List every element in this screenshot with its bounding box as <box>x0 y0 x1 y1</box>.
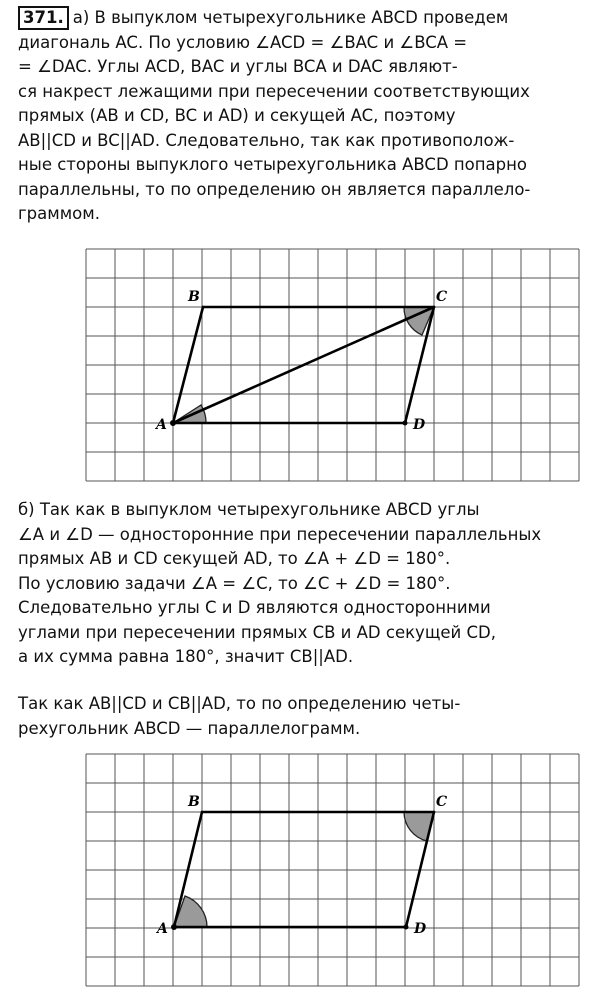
part-a-text <box>18 6 586 227</box>
text-line: граммом. <box>18 204 100 223</box>
text-line: диагональ AC. По условию ∠ACD = ∠BAC и ∠BCA = <box>18 32 468 52</box>
part-b-text <box>18 498 586 670</box>
figure-b-parallelogram <box>0 750 600 995</box>
text-line: ∠A и ∠D — односторонние при пересечении параллельных <box>18 524 542 544</box>
vertex-a-dot <box>170 420 176 426</box>
text-line: рехугольник ABCD — параллелограмм. <box>18 718 361 738</box>
vertex-label-c: C <box>436 289 448 305</box>
vertex-label-b: B <box>188 289 200 305</box>
text-line: ся накрест лежащими при пересечении соответствующих <box>18 81 530 101</box>
vertex-label-a: A <box>156 417 167 433</box>
text-line: AB||CD и BC||AD. Следовательно, так как противополож- <box>18 130 515 150</box>
vertex-d-dot <box>404 925 409 930</box>
text-line: Следовательно углы C и D являются односторонними <box>18 598 491 617</box>
text-line: параллельны, то по определению он является параллело- <box>18 179 531 199</box>
figure-a-shapes <box>154 289 447 433</box>
figure-b-shapes <box>155 794 447 937</box>
vertex-a-dot <box>171 924 177 930</box>
vertex-label-a: A <box>157 921 168 937</box>
text-line: 371. а) В выпуклом четырехугольнике ABCD проведем <box>18 6 586 31</box>
vertex-d-dot <box>403 421 408 426</box>
grid <box>86 249 579 481</box>
text-line: углами при пересечении прямых CB и AD секущей CD, <box>18 622 496 642</box>
text-line: прямых (AB и CD, BC и AD) и секущей AC, поэтому <box>18 106 456 125</box>
text-line: = ∠DAC. Углы ACD, BAC и углы BCA и DAC являют- <box>18 57 458 76</box>
vertex-label-b: B <box>188 794 200 810</box>
text-line: По условию задачи ∠A = ∠C, то ∠C + ∠D = 180°. <box>18 573 451 593</box>
text-line: а их сумма равна 180°, значит CB||AD. <box>18 647 354 666</box>
vertex-label-d: D <box>414 921 427 937</box>
conclusion-text <box>18 692 586 741</box>
grid <box>86 754 579 986</box>
vertex-label-d: D <box>413 417 426 433</box>
text-line: Так как AB||CD и CB||AD, то по определению четы- <box>18 694 461 713</box>
problem-number: 371. <box>18 6 69 30</box>
vertex-label-c: C <box>436 794 448 810</box>
text-line: ные стороны выпуклого четырехугольника ABCD попарно <box>18 155 528 174</box>
figure-a-parallelogram-with-diagonal <box>0 240 600 490</box>
text-line: б) Так как в выпуклом четырехугольнике ABCD углы <box>18 500 480 519</box>
text-line: прямых AB и CD секущей AD, то ∠A + ∠D = 180°. <box>18 549 451 568</box>
